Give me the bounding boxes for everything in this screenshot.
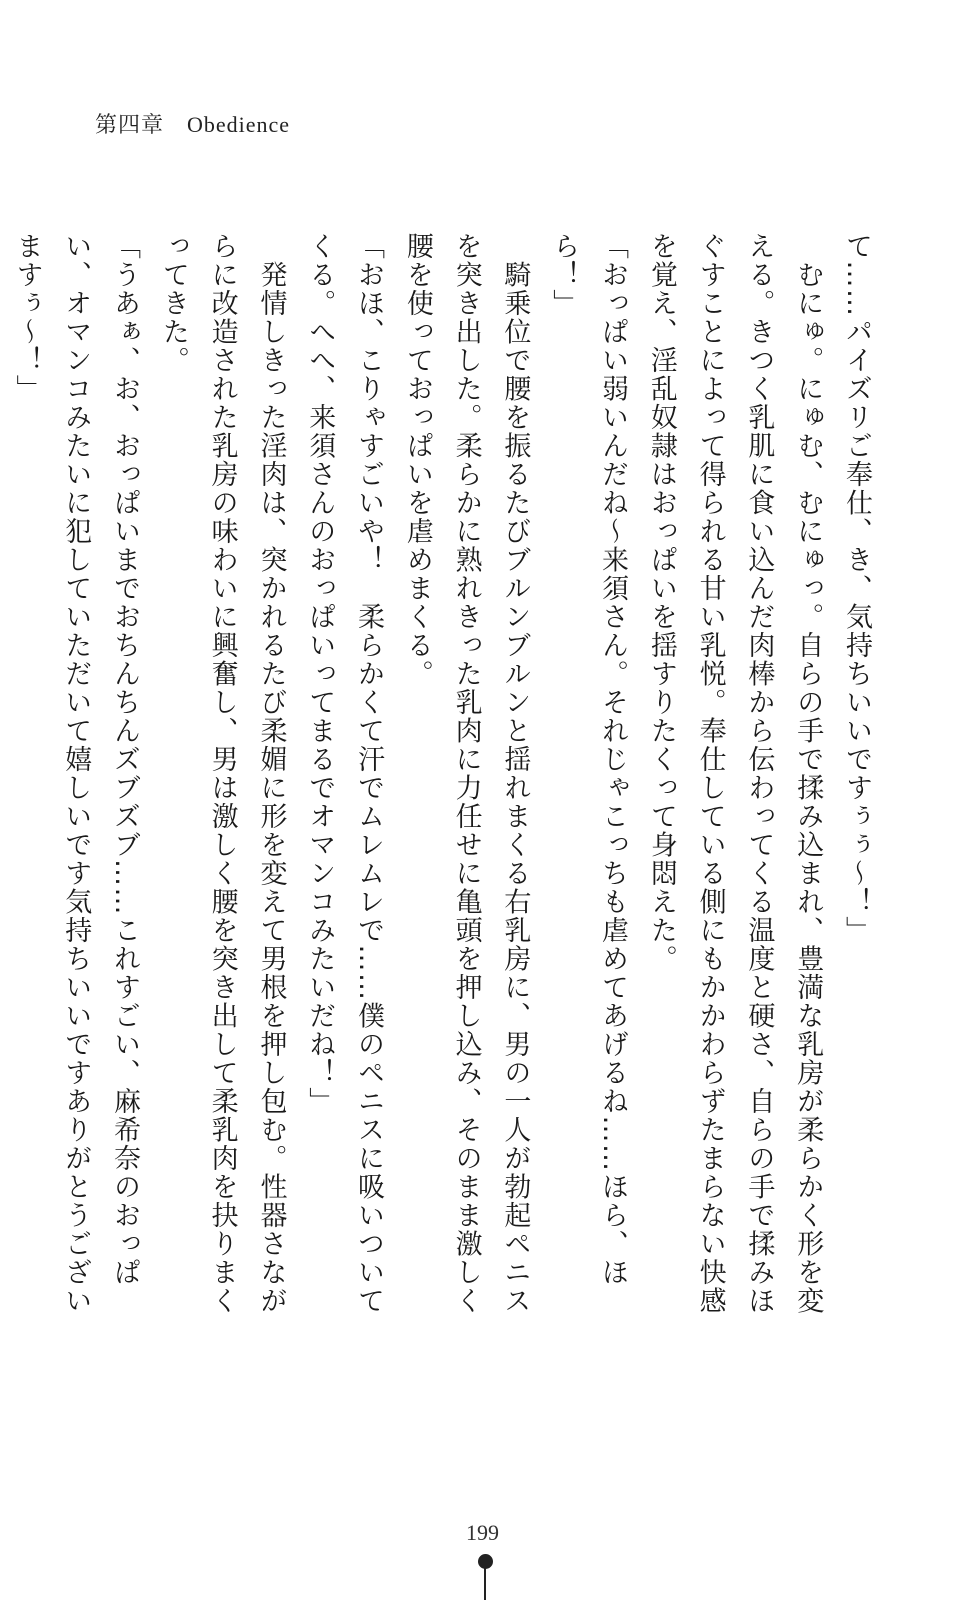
page-number: 199 bbox=[466, 1520, 499, 1545]
body-text bbox=[11, 232, 880, 1322]
paragraph: て……パイズリご奉仕、き、気持ちいいですぅぅ〜！」 bbox=[841, 232, 872, 945]
paragraph bbox=[0, 232, 2, 1322]
paragraph: 「おほ、こりゃすごいや！ 柔らかくて汗でムレムレで……僕のペニスに吸いついてくる。へへ、来須さんのおっぱいってまるでオマンコみたいだね！」 bbox=[304, 232, 385, 1315]
paragraph: 「うあぁ、お、おっぱいまでおちんちんズブズブ……これすごい、麻希奈のおっぱい、オマンコみたいに犯していただいて嬉しいです気持ちいいですありがとうございますぅ〜！」 bbox=[11, 232, 141, 1315]
page-marker-line bbox=[484, 1568, 486, 1600]
paragraph: むにゅ。にゅむ、むにゅっ。自らの手で揉み込まれ、豊満な乳房が柔らかく形を変える。きつく乳肌に食い込んだ肉棒から伝わってくる温度と硬さ、自らの手で揉みほぐすことによって得られる甘い乳悦。奉仕している側にもかかわらずたまらない快感を覚え、淫乱奴隷はおっぱいを揺すりたくって身悶えた。 bbox=[645, 232, 824, 1315]
chapter-header: 第四章 Obedience bbox=[95, 112, 291, 137]
paragraph: 「おっぱい弱いんだね〜来須さん。それじゃこっちも虐めてあげるね……ほら、ほら！」 bbox=[548, 232, 629, 1287]
paragraph: 発情しきった淫肉は、突かれるたび柔媚に形を変えて男根を押し包む。性器さながらに改造された乳房の味わいに興奮し、男は激しく腰を突き出して柔乳肉を抉りまくってきた。 bbox=[157, 232, 287, 1315]
page-marker-dot bbox=[478, 1554, 493, 1569]
paragraph: 騎乗位で腰を振るたびブルンブルンと揺れまくる右乳房に、男の一人が勃起ペニスを突き出した。柔らかに熟れきった乳肉に力任せに亀頭を押し込み、そのまま激しく腰を使っておっぱいを虐めまくる。 bbox=[401, 232, 531, 1315]
